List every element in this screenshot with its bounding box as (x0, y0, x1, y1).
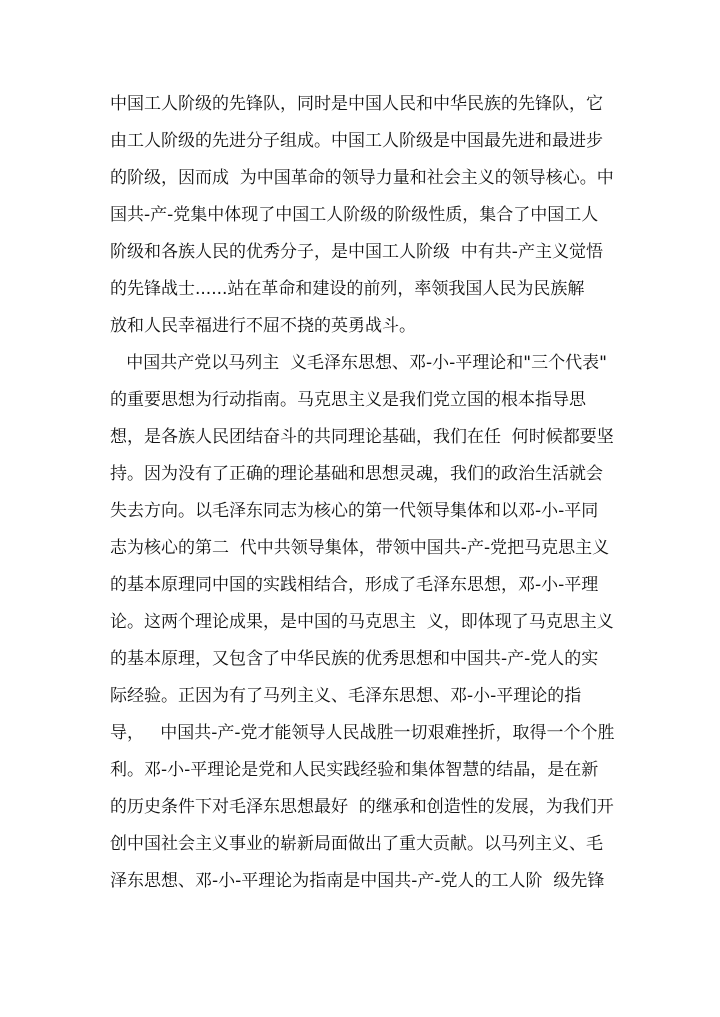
text-line: 利。邓-小-平理论是党和人民实践经验和集体智慧的结晶，是在新 (110, 760, 599, 780)
text-line: 的先锋战士......站在革命和建设的前列，率领我国人民为民族解 (110, 279, 585, 299)
text-line: 由工人阶级的先进分子组成。中国工人阶级是中国最先进和最进步 (110, 131, 603, 151)
text-line: 失去方向。以毛泽东同志为核心的第一代领导集体和以邓-小-平同 (110, 501, 599, 521)
text-line: 中国共产党以马列主 义毛泽东思想、邓-小-平理论和"三个代表" (110, 353, 607, 373)
text-line: 论。这两个理论成果，是中国的马克思主 义，即体现了马克思主义 (110, 612, 614, 632)
text-line: 的基本原理同中国的实践相结合，形成了毛泽东思想，邓-小-平理 (110, 575, 599, 595)
text-line: 想，是各族人民团结奋斗的共同理论基础，我们在任 何时候都要坚 (110, 427, 614, 447)
text-line: 阶级和各族人民的优秀分子，是中国工人阶级 中有共-产主义觉悟 (110, 242, 603, 262)
text-line: 的历史条件下对毛泽东思想最好 的继承和创造性的发展，为我们开 (110, 797, 614, 817)
text-line: 导， 中国共-产-党才能领导人民战胜一切艰难挫折，取得一个个胜 (110, 723, 615, 743)
text-line: 的基本原理，又包含了中华民族的优秀思想和中国共-产-党人的实 (110, 649, 599, 669)
text-line: 国共-产-党集中体现了中国工人阶级的阶级性质，集合了中国工人 (110, 205, 599, 225)
text-line: 的阶级，因而成 为中国革命的领导力量和社会主义的领导核心。中 (110, 168, 614, 188)
text-line: 的重要思想为行动指南。马克思主义是我们党立国的根本指导思 (110, 390, 586, 410)
text-line: 中国工人阶级的先锋队，同时是中国人民和中华民族的先锋队，它 (110, 94, 603, 114)
text-line: 志为核心的第二 代中共领导集体，带领中国共-产-党把马克思主义 (110, 538, 610, 558)
text-line: 泽东思想、邓-小-平理论为指南是中国共-产-党人的工人阶 级先锋 (110, 871, 605, 891)
text-line: 创中国社会主义事业的崭新局面做出了重大贡献。以马列主义、毛 (110, 834, 603, 854)
text-line: 持。因为没有了正确的理论基础和思想灵魂，我们的政治生活就会 (110, 464, 603, 484)
text-line: 际经验。正因为有了马列主义、毛泽东思想、邓-小-平理论的指 (110, 686, 582, 706)
text-line: 放和人民幸福进行不屈不挠的英勇战斗。 (110, 316, 416, 336)
